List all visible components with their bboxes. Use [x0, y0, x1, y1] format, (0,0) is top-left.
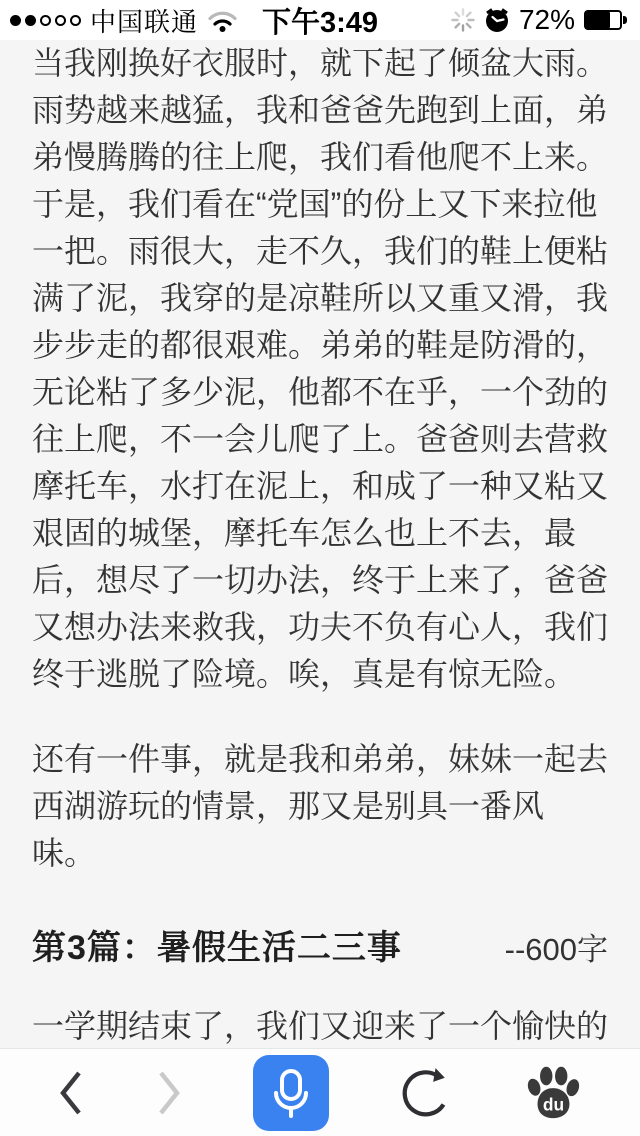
text-line: 还有一件事，就是我和弟弟，妹妹一起去: [32, 741, 609, 777]
status-bar-left: [10, 2, 238, 39]
text-line: 后，想尽了一切办法，终于上来了，爸爸: [32, 562, 609, 598]
battery-fill: [586, 12, 610, 28]
text-line: 弟慢腾腾的往上爬，我们看他爬不上来。: [32, 139, 609, 175]
baidu-paw-icon: [524, 1064, 582, 1122]
text-line: 步步走的都很艰难。弟弟的鞋是防滑的，: [32, 327, 609, 363]
text-line: 一把。雨很大，走不久，我们的鞋上便粘: [32, 233, 609, 269]
svg-text:du: du: [542, 1093, 565, 1114]
reload-icon: [401, 1067, 453, 1119]
back-button[interactable]: [58, 1070, 84, 1116]
text-line: 雨势越来越猛，我和爸爸先跑到上面，弟: [32, 92, 609, 128]
battery-percent-label: 72%: [518, 4, 575, 35]
chevron-right-icon: [156, 1070, 182, 1116]
voice-search-button[interactable]: [253, 1055, 329, 1131]
forward-button[interactable]: [156, 1070, 182, 1116]
signal-strength-dots: [10, 15, 81, 26]
chevron-left-icon: [58, 1070, 84, 1116]
clock-time: 下午3:49: [261, 6, 379, 39]
network-activity-spinner-icon: [451, 8, 475, 32]
status-bar-right: [451, 4, 630, 36]
refresh-button[interactable]: [401, 1067, 453, 1119]
baidu-home-button[interactable]: [524, 1064, 582, 1122]
paragraph: [32, 1003, 608, 1048]
text-line: 满了泥，我穿的是凉鞋所以又重又滑，我: [32, 280, 609, 316]
word-count-label: --600字: [504, 932, 608, 967]
battery-icon: [584, 9, 630, 31]
paragraph: [32, 736, 608, 877]
text-line: 摩托车，水打在泥上，和成了一种又粘又: [32, 468, 609, 504]
status-bar: [0, 0, 640, 40]
alarm-clock-icon: [484, 7, 510, 33]
text-line: 艰固的城堡，摩托车怎么也上不去，最: [32, 515, 577, 551]
text-line: 一学期结束了，我们又迎来了一个愉快的: [32, 1008, 609, 1044]
browser-toolbar: [0, 1048, 640, 1136]
text-line: 终于逃脱了险境。唉，真是有惊无险。: [32, 656, 577, 692]
text-line: 无论粘了多少泥，他都不在乎，一个劲的: [32, 374, 609, 410]
section-heading: [32, 925, 608, 973]
signal-dot: [40, 15, 51, 26]
paragraph: [32, 40, 608, 698]
text-line: 于是，我们看在“党国”的份上又下来拉他: [32, 186, 598, 222]
signal-dot: [55, 15, 66, 26]
text-line: 往上爬，不一会儿爬了上。爸爸则去营救: [32, 421, 609, 457]
text-line: 西湖游玩的情景，那又是别具一番风: [32, 788, 545, 824]
signal-dot: [70, 15, 81, 26]
text-line: 又想办法来救我，功夫不负有心人，我们: [32, 609, 609, 645]
microphone-icon: [269, 1066, 313, 1120]
section-heading-title: 第3篇：暑假生活二三事: [32, 929, 402, 967]
text-line: 味。: [32, 835, 97, 871]
text-line: 当我刚换好衣服时，就下起了倾盆大雨。: [32, 45, 609, 81]
signal-dot: [25, 15, 36, 26]
signal-dot: [10, 15, 21, 26]
article-content[interactable]: [0, 40, 640, 1048]
wifi-icon: [207, 9, 238, 32]
carrier-label: 中国联通: [90, 6, 199, 37]
